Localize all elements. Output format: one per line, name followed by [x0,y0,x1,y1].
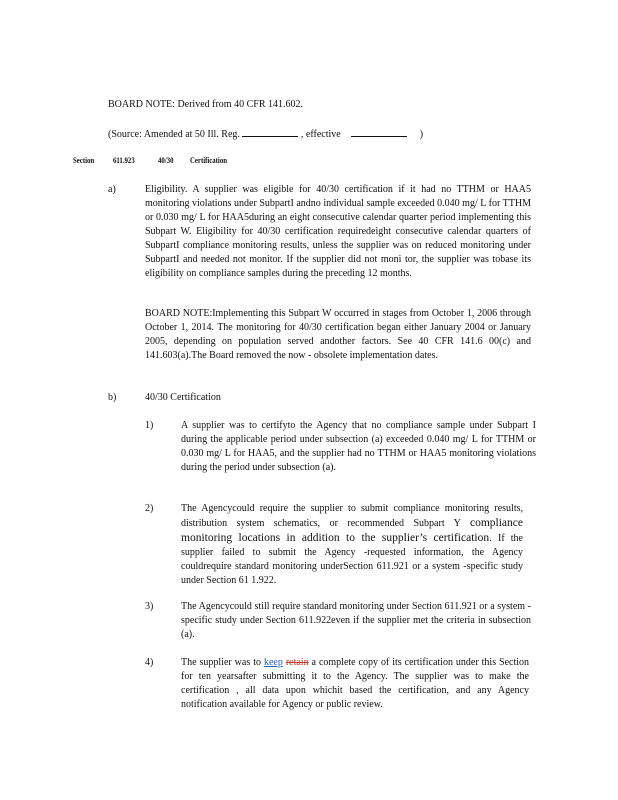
item-2-text [181,502,523,588]
source-close: ) [419,129,424,140]
section-word: Section [73,156,95,165]
item-4-text-post: a complete copy of its certification under this Section for ten yearsafter submitting it to the Agency. The supplier was to make the certification , all data upon whichit based the certification, and any Agency notification available for Agency or public review. [181,657,530,710]
item-4-text [181,656,529,712]
source-note [108,127,423,142]
item-3-text: The Agencycould still require standard monitoring under Section 611.921 or a system -specific study under Section 611.922even if the supplier met the criteria in subsection (a). [181,601,531,640]
subsection-a-label: a) [108,184,116,195]
item-4-deleted-text: retain [285,657,309,668]
board-note-derived: BOARD NOTE: Derived from 40 CFR 141.602. [108,99,303,110]
item-4-inserted-text: keep [263,657,283,668]
item-1-label: 1) [145,420,154,431]
source-blank-date [351,127,407,137]
item-2-text-large: compliance monitoring locations in addition to the supplier’s certification. [181,517,523,544]
section-title: Certification [190,156,228,165]
source-effective: , effective [300,129,341,140]
subsection-b-heading: 40/30 Certification [145,392,221,403]
section-number: 611.923 [113,156,135,165]
subsection-a-text: Eligibility. A supplier was eligible for 40/30 certification if it had no TTHM or HAA5 monitoring violations under SubpartI andno individual sample exceeded 0.040 mg/ L for TTHM or 0.030 mg/ L for HAA5during an eight consecutive calendar quarter period implementing this Subpart W. Eligibility for 40/30 certification requiredeight consecutive calendar quarters of SubpartI compliance monitoring results, unless the supplier was on reduced monitoring under SubpartI and needed not monitor. If the supplier did not moni tor, the supplier was tobase its eligibility on compliance samples during the preceding 12 months. [145,184,531,279]
item-1-text: A supplier was to certifyto the Agency that no compliance sample under Subpart I during the applicable period under subsection (a) exceeded 0.040 mg/ L for TTHM or 0.030 mg/ L for HAA5, and the supplier had no TTHM or HAA5 monitoring violations during the period under subsection (a). [181,420,536,473]
item-4-text-pre: The supplier was to [181,657,261,668]
section-title-number: 40/30 [158,156,174,165]
item-4-label: 4) [145,657,154,668]
source-blank-volume [242,127,298,137]
item-3-label: 3) [145,601,154,612]
item-2-text-part-1: The Agencycould require the supplier to submit compliance monitoring results, distribution system schematics, or recommended Subpart Y [181,503,523,529]
item-2-label: 2) [145,503,154,514]
subsection-a-board-note: BOARD NOTE:Implementing this Subpart W occurred in stages from October 1, 2006 through October 1, 2014. The monitoring for 40/30 certification began either January 2004 or January 2005, depending on population served andother factors. See 40 CFR 141.6 00(c) and 141.603(a).The Board removed the now - obsolete implementation dates. [145,308,531,361]
source-prefix: (Source: Amended at 50 Ill. Reg. [108,129,240,140]
item-2-text-part-2: If the supplier failed to submit the Agency -requested information, the Agency couldrequire standard monitoring underSection 611.921 or a system -specific study under Section 61 1.922. [181,533,523,586]
subsection-b-label: b) [108,392,117,403]
